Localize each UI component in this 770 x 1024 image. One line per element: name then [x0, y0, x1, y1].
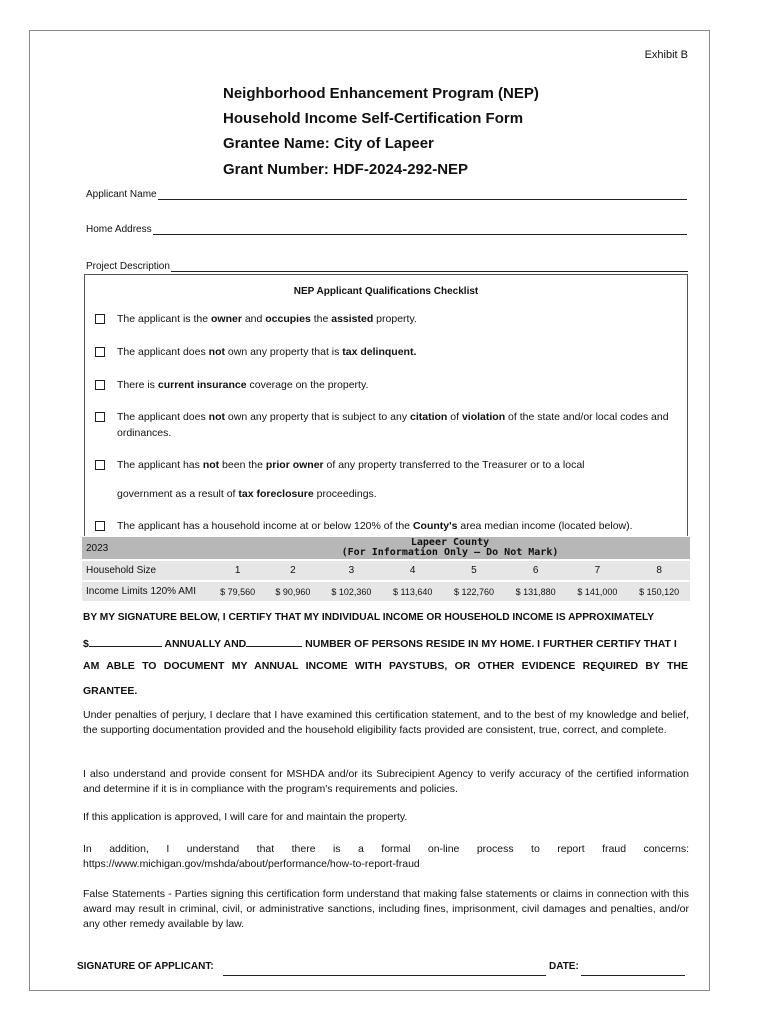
checklist-item: The applicant has not been the prior owner of any property transferred to the Treasurer or to a local	[95, 457, 681, 473]
checkbox-insurance[interactable]	[95, 380, 105, 390]
checklist-item: The applicant does not own any property that is subject to any citation of violation of the state and/or local codes and ordinances.	[95, 409, 681, 441]
table-year: 2023	[82, 537, 210, 560]
certification-line-3: AM ABLE TO DOCUMENT MY ANNUAL INCOME WITH PAYSTUBS, OR OTHER EVIDENCE REQUIRED BY THE	[83, 660, 688, 672]
table-cell: 8	[628, 560, 690, 581]
table-cell: $ 141,000	[567, 581, 629, 601]
income-limits-label: Income Limits 120% AMI	[82, 581, 210, 601]
table-cell: 3	[321, 560, 383, 581]
persons-count-blank[interactable]	[246, 636, 302, 647]
checklist-title: NEP Applicant Qualifications Checklist	[293, 286, 479, 297]
checkbox-owner-occupies[interactable]	[95, 314, 105, 324]
checklist-item: The applicant has a household income at or below 120% of the County's area median income (located below).	[95, 518, 681, 534]
checkbox-tax-delinquent[interactable]	[95, 347, 105, 357]
applicant-name-line[interactable]	[158, 188, 687, 200]
fraud-paragraph: In addition, I understand that there is a formal on-line process to report fraud concerns: https://www.michigan.gov/mshda/about/performance/how-to-report-fraud	[83, 843, 689, 870]
project-description-field[interactable]	[86, 260, 688, 272]
grantee-name: Grantee Name: City of Lapeer	[223, 135, 434, 152]
table-cell: 4	[382, 560, 443, 581]
false-statements-paragraph: False Statements - Parties signing this certification form understand that making false statements or claims in connection with this award may result in criminal, civil, or administrative sanctions, including fines, imprisonment, civil damages and penalties, and/or any other remedy available by law.	[83, 888, 689, 930]
checklist-item: The applicant does not own any property that is tax delinquent.	[95, 344, 681, 360]
income-amount-blank[interactable]	[89, 636, 162, 647]
home-address-label: Home Address	[86, 224, 152, 235]
checklist-item-continuation: government as a result of tax foreclosure proceedings.	[117, 488, 377, 500]
checkbox-prior-owner[interactable]	[95, 460, 105, 470]
table-cell: $ 79,560	[210, 581, 265, 601]
table-cell: 7	[567, 560, 629, 581]
table-row	[82, 537, 690, 560]
income-limits-table	[82, 537, 690, 601]
qualifications-checklist	[84, 274, 688, 536]
table-county-heading: Lapeer County (For Information Only – Do Not Mark)	[210, 537, 690, 560]
project-description-label: Project Description	[86, 261, 170, 272]
grant-number: Grant Number: HDF-2024-292-NEP	[223, 161, 469, 178]
maintain-paragraph: If this application is approved, I will care for and maintain the property.	[83, 811, 408, 823]
consent-paragraph: I also understand and provide consent for MSHDA and/or its Subrecipient Agency to verify accuracy of the certified information and determine if it is in compliance with the program's requirements and policies.	[83, 768, 689, 795]
table-row	[82, 581, 690, 601]
checkbox-income-limit[interactable]	[95, 521, 105, 531]
form-page	[29, 30, 710, 991]
perjury-paragraph: Under penalties of perjury, I declare that I have examined this certification statement, and to the best of my knowledge and belief, the supporting documentation provided and the household eligibility facts provided are consistent, true, correct, and complete.	[83, 709, 689, 736]
exhibit-label: Exhibit B	[644, 49, 688, 61]
table-cell: $ 131,880	[505, 581, 567, 601]
checklist-item: There is current insurance coverage on the property.	[95, 377, 681, 393]
applicant-name-label: Applicant Name	[86, 189, 157, 200]
table-cell: $ 90,960	[265, 581, 320, 601]
certification-line-1: BY MY SIGNATURE BELOW, I CERTIFY THAT MY INDIVIDUAL INCOME OR HOUSEHOLD INCOME IS APPROXIMATELY	[83, 612, 655, 623]
table-cell: 6	[505, 560, 567, 581]
date-line[interactable]	[581, 975, 685, 976]
table-cell: 1	[210, 560, 265, 581]
checkbox-code-violation[interactable]	[95, 412, 105, 422]
home-address-field[interactable]	[86, 223, 687, 235]
date-label: DATE:	[549, 961, 579, 972]
table-cell: $ 102,360	[321, 581, 383, 601]
table-cell: $ 150,120	[628, 581, 690, 601]
table-cell: $ 113,640	[382, 581, 443, 601]
applicant-name-field[interactable]	[86, 188, 687, 200]
table-cell: 2	[265, 560, 320, 581]
home-address-line[interactable]	[153, 223, 687, 235]
certification-line-4: GRANTEE.	[83, 685, 138, 697]
program-title: Neighborhood Enhancement Program (NEP)	[223, 85, 539, 102]
form-title: Household Income Self-Certification Form	[223, 110, 524, 127]
certification-line-2: $ ANNUALLY AND NUMBER OF PERSONS RESIDE IN MY HOME. I FURTHER CERTIFY THAT I	[83, 638, 677, 650]
table-cell: $ 122,760	[443, 581, 505, 601]
signature-label: SIGNATURE OF APPLICANT:	[77, 961, 214, 972]
signature-line[interactable]	[223, 975, 546, 976]
household-size-label: Household Size	[82, 560, 210, 581]
table-cell: 5	[443, 560, 505, 581]
table-row	[82, 560, 690, 581]
project-description-line[interactable]	[171, 260, 688, 272]
checklist-item: The applicant is the owner and occupies the assisted property.	[95, 311, 681, 327]
